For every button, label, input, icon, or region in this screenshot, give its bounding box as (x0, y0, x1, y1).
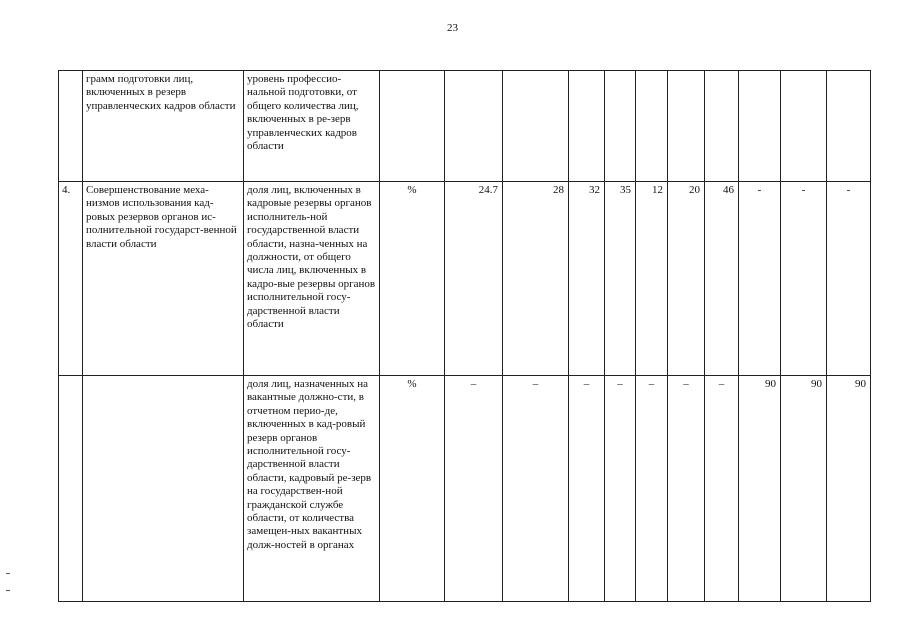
unit-cell (380, 71, 445, 182)
event-cell: Совершенствование меха-низмов использования кад-ровых резервов органов ис-полнительной государст-венной власти области (83, 182, 244, 376)
value-cell: 28 (503, 182, 569, 376)
row-number (59, 71, 83, 182)
unit-cell: % (380, 182, 445, 376)
value-cell: 90 (827, 376, 871, 602)
value-cell (739, 71, 781, 182)
value-cell (445, 71, 503, 182)
table-row (59, 71, 871, 182)
value-cell (636, 71, 668, 182)
value-cell: – (636, 376, 668, 602)
value-cell: 35 (605, 182, 636, 376)
value-cell: - (739, 182, 781, 376)
value-cell: 24.7 (445, 182, 503, 376)
value-cell: 20 (668, 182, 705, 376)
value-cell: - (781, 182, 827, 376)
table-row (59, 376, 871, 602)
value-cell: - (827, 182, 871, 376)
value-cell: – (605, 376, 636, 602)
indicator-cell: уровень профессио-нальной подготовки, от общего количества лиц, включенных в ре-зерв управленческих кадров области (244, 71, 380, 182)
value-cell (705, 71, 739, 182)
value-cell: – (569, 376, 605, 602)
page-number: 23 (447, 22, 458, 34)
row-number (59, 376, 83, 602)
value-cell: 12 (636, 182, 668, 376)
value-cell: – (668, 376, 705, 602)
value-cell (668, 71, 705, 182)
value-cell: 90 (781, 376, 827, 602)
event-cell (83, 376, 244, 602)
value-cell: 90 (739, 376, 781, 602)
scan-mark (6, 590, 10, 591)
value-cell (781, 71, 827, 182)
value-cell: – (705, 376, 739, 602)
indicators-table (58, 70, 871, 602)
unit-cell: % (380, 376, 445, 602)
value-cell: – (503, 376, 569, 602)
value-cell (605, 71, 636, 182)
value-cell: 32 (569, 182, 605, 376)
event-cell: грамм подготовки лиц, включенных в резерв управленческих кадров области (83, 71, 244, 182)
value-cell (827, 71, 871, 182)
indicator-cell: доля лиц, назначенных на вакантные должно-сти, в отчетном перио-де, включенных в кад-ровый резерв органов исполнительной госу-дарственной власти области, кадровый ре-зерв на государствен-ной гражданской службе области, от количества замещен-ных вакантных долж-ностей в органах (244, 376, 380, 602)
value-cell (569, 71, 605, 182)
value-cell: – (445, 376, 503, 602)
table-row (59, 182, 871, 376)
value-cell (503, 71, 569, 182)
scan-mark (6, 573, 10, 574)
row-number: 4. (59, 182, 83, 376)
value-cell: 46 (705, 182, 739, 376)
indicator-cell: доля лиц, включенных в кадровые резервы органов исполнитель-ной государственной власти области, назна-ченных на должности, от общего числа лиц, включенных в кадро-вые резервы органов исполнительной госу-дарственной власти области (244, 182, 380, 376)
